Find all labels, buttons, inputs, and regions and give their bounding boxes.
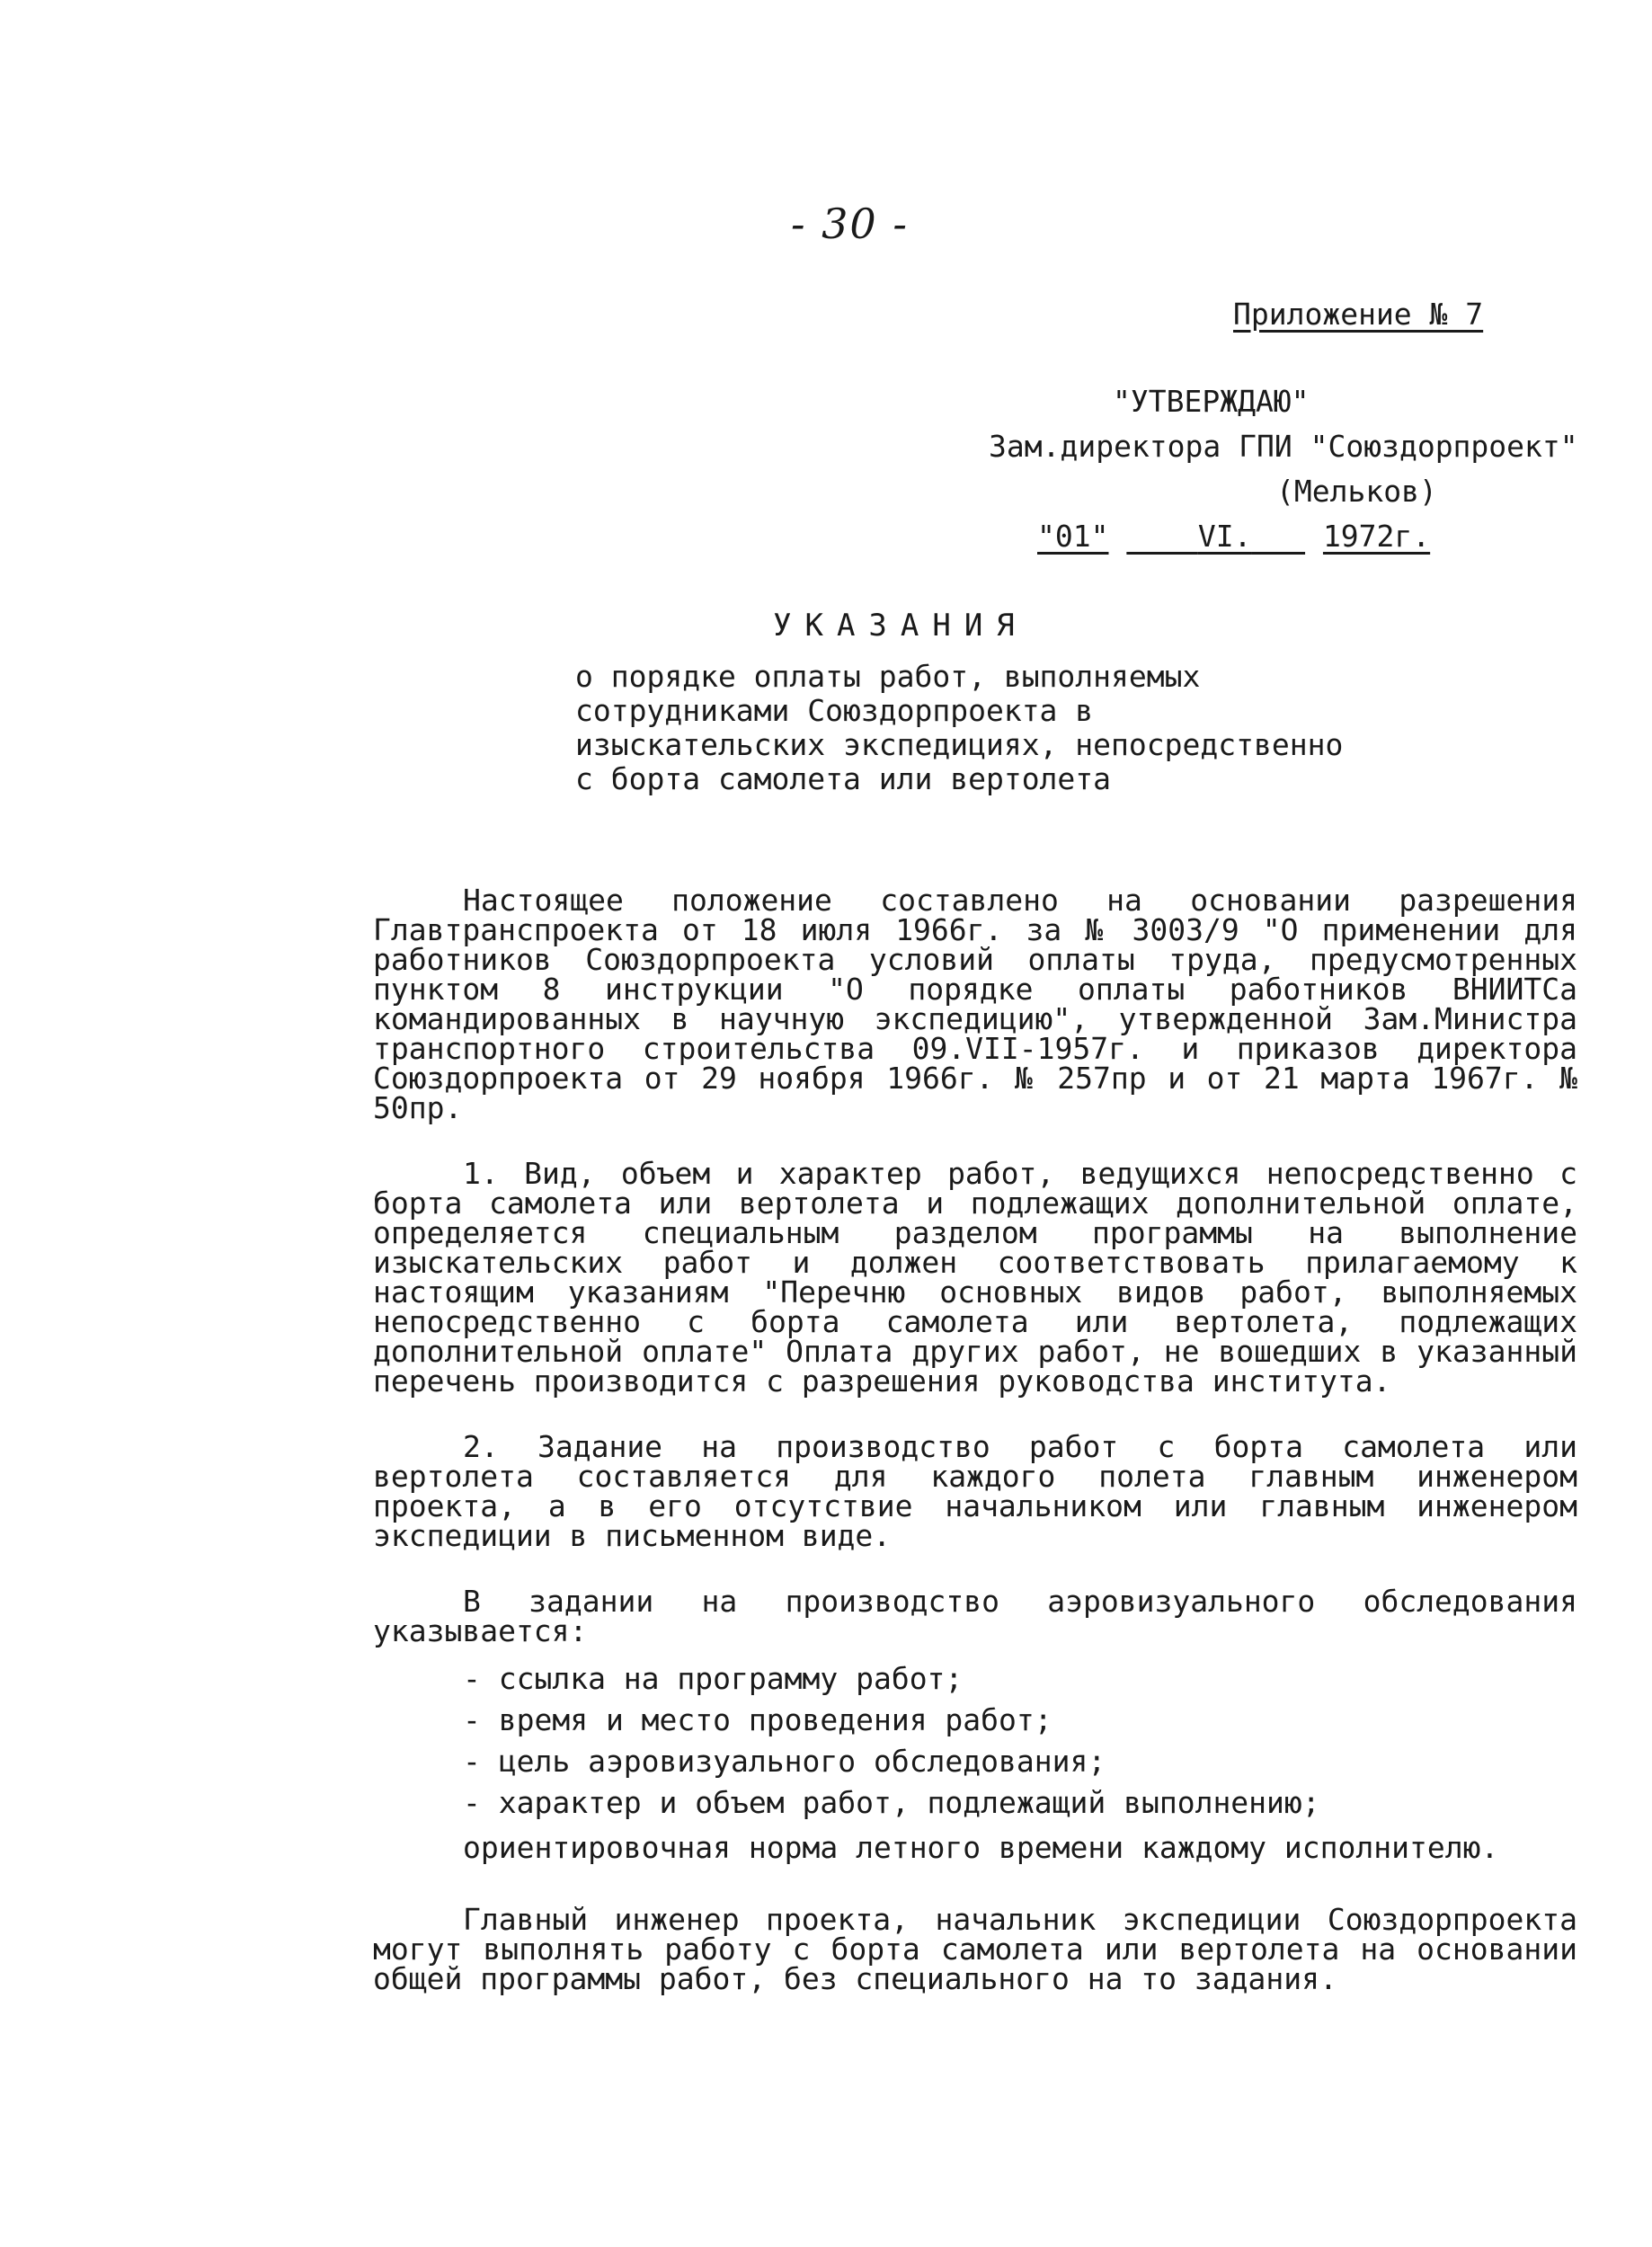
approval-date-year: 1972г. — [1322, 519, 1431, 554]
task-intro-paragraph: В задании на производство аэровизуального обследования указывается: — [373, 1584, 1577, 1648]
task-list — [463, 1658, 1577, 1824]
item-1-paragraph: 1. Вид, объем и характер работ, ведущихся непосредственно с борта самолета или вертолета и подлежащих дополнительной оплате, определяется специальным разделом программы на выполнение изыскательских работ и должен соответствовать прилагаемому к настоящим указаниям "Перечню основных видов работ, выполняемых непосредственно с борта самолета или вертолета, подлежащих дополнительной оплате" Оплата других работ, не вошедших в указанный перечень производится с разрешения руководства института. — [373, 1156, 1577, 1399]
document-title: УКАЗАНИЯ — [773, 608, 1028, 644]
approval-date — [989, 514, 1636, 559]
document-body — [373, 885, 1577, 2029]
list-item: - характер и объем работ, подлежащий выполнению; — [463, 1785, 1320, 1820]
approval-block — [989, 379, 1636, 559]
document-subtitle: о порядке оплаты работ, выполняемых сотрудниками Союздорпроекта в изыскательских экспедициях, непосредственно с борта самолета или вертолета — [575, 659, 1344, 796]
approval-word: "УТВЕРЖДАЮ" — [1113, 384, 1310, 419]
appendix-label: Приложение № 7 — [1233, 297, 1484, 332]
list-item: - ссылка на программу работ; — [463, 1661, 964, 1696]
guideline-paragraph: ориентировочная норма летного времени каждому исполнителю. — [463, 1830, 1499, 1865]
list-item: - цель аэровизуального обследования; — [463, 1744, 1106, 1779]
list-item: - время и место проведения работ; — [463, 1702, 1052, 1737]
page-number: - 30 - — [791, 200, 909, 248]
approval-date-day: "01" — [1037, 519, 1109, 554]
closing-paragraph: Главный инженер проекта, начальник экспедиции Союздорпроекта могут выполнять работу с борта самолета или вертолета на основании общей программы работ, без специального на то задания. — [373, 1902, 1577, 1996]
intro-paragraph: Настоящее положение составлено на основании разрешения Главтранспроекта от 18 июля 1966г. за № 3003/9 "О применении для работников Союздорпроекта условий оплаты труда, предусмотренных пунктом 8 инструкции "О порядке оплаты работников ВНИИТСа командированных в научную экспедицию", утвержденной Зам.Министра транспортного строительства 09.VII-1957г. и приказов директора Союздорпроекта от 29 ноября 1966г. № 257пр и от 21 марта 1967г. № 50пр. — [373, 883, 1577, 1125]
approval-date-month: VI. — [1197, 519, 1252, 554]
approval-position: Зам.директора ГПИ "Союздорпроект" — [989, 429, 1578, 464]
approval-name: (Мельков) — [1276, 474, 1437, 509]
item-2-paragraph: 2. Задание на производство работ с борта самолета или вертолета составляется для каждого полета главным инженером проекта, а в его отсутствие начальником или главным инженером экспедиции в письменном виде. — [373, 1429, 1577, 1553]
